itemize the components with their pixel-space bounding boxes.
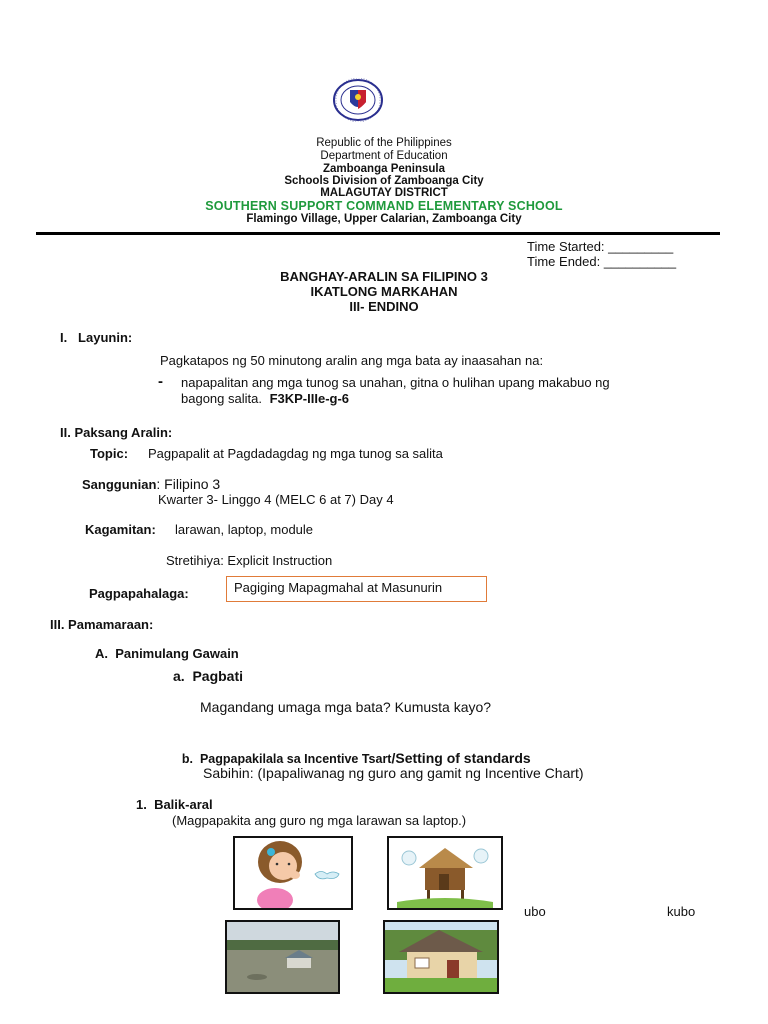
pagpapahalaga-value: Pagiging Mapagmahal at Masunurin	[234, 580, 443, 595]
time-started: Time Started: _________	[527, 239, 674, 254]
lesson-title: BANGHAY-ARALIN SA FILIPINO 3	[280, 269, 488, 284]
header-republic: Republic of the Philippines	[316, 137, 452, 149]
pagbati-text: Magandang umaga mga bata? Kumusta kayo?	[200, 699, 492, 715]
time-ended: Time Ended: __________	[527, 254, 677, 269]
header-region: Zamboanga Peninsula	[322, 163, 446, 175]
sanggunian-sub: Kwarter 3- Linggo 4 (MELC 6 at 7) Day 4	[158, 492, 394, 507]
layunin-item-line1: napapalitan ang mga tunog sa unahan, gitna o hulihan upang makabuo ng	[181, 375, 610, 390]
word-kubo: kubo	[667, 904, 696, 919]
image-nipa-hut	[387, 836, 503, 910]
kagamitan-label: Kagamitan:	[85, 522, 156, 537]
competency-code: F3KP-IIIe-g-6	[269, 391, 350, 406]
balik-aral-label: 1. Balik-aral	[136, 797, 213, 812]
layunin-item-text: bagong salita.	[181, 391, 262, 406]
word-ubo: ubo	[524, 904, 546, 919]
incentive-chart-label-rest: /Setting of standards	[391, 750, 531, 766]
image-house	[383, 920, 499, 994]
kagamitan-value: larawan, laptop, module	[175, 522, 314, 537]
balik-aral-text: (Magpapakita ang guro ng mga larawan sa laptop.)	[172, 813, 467, 828]
stratehiya: Stretihiya: Explicit Instruction	[166, 553, 333, 568]
layunin-bullet: -	[158, 373, 163, 390]
lesson-section: III- ENDINO	[349, 299, 419, 314]
panimulang-gawain-heading: A. Panimulang Gawain	[95, 646, 239, 661]
pagpapahalaga-box	[226, 576, 487, 602]
sanggunian-value: : Filipino 3	[156, 476, 221, 492]
incentive-chart-label	[173, 732, 531, 768]
deped-seal-logo	[331, 78, 385, 122]
header-department: Department of Education	[320, 150, 448, 162]
header-division: Schools Division of Zamboanga City	[284, 175, 484, 187]
layunin-item-line2	[181, 391, 349, 406]
sanggunian-label: Sanggunian	[82, 477, 157, 492]
topic-label: Topic:	[90, 446, 129, 461]
pagpapahalaga-label: Pagpapahalaga:	[89, 586, 189, 601]
sabihin-text: Sabihin: (Ipapaliwanag ng guro ang gamit ng Incentive Chart)	[203, 765, 584, 781]
paksang-aralin-heading: II. Paksang Aralin:	[60, 425, 173, 440]
incentive-chart-label-main: b. Pagpapakilala sa Incentive Tsart	[181, 752, 392, 766]
header-address: Flamingo Village, Upper Calarian, Zamboanga City	[246, 213, 522, 225]
lesson-quarter: IKATLONG MARKAHAN	[310, 284, 458, 299]
header-district: MALAGUTAY DISTRICT	[320, 187, 448, 199]
image-girl-coughing	[233, 836, 353, 910]
image-flood	[225, 920, 340, 994]
header-divider	[36, 232, 720, 235]
pagbati-label: a. Pagbati	[173, 668, 244, 684]
layunin-heading: I. Layunin:	[60, 330, 133, 345]
header-school-name: SOUTHERN SUPPORT COMMAND ELEMENTARY SCHOOL	[205, 199, 563, 213]
topic-value: Pagpapalit at Pagdadagdag ng mga tunog sa salita	[148, 446, 443, 461]
layunin-intro: Pagkatapos ng 50 minutong aralin ang mga bata ay inaasahan na:	[160, 353, 544, 368]
pamamaraan-heading: III. Pamamaraan:	[50, 617, 154, 632]
